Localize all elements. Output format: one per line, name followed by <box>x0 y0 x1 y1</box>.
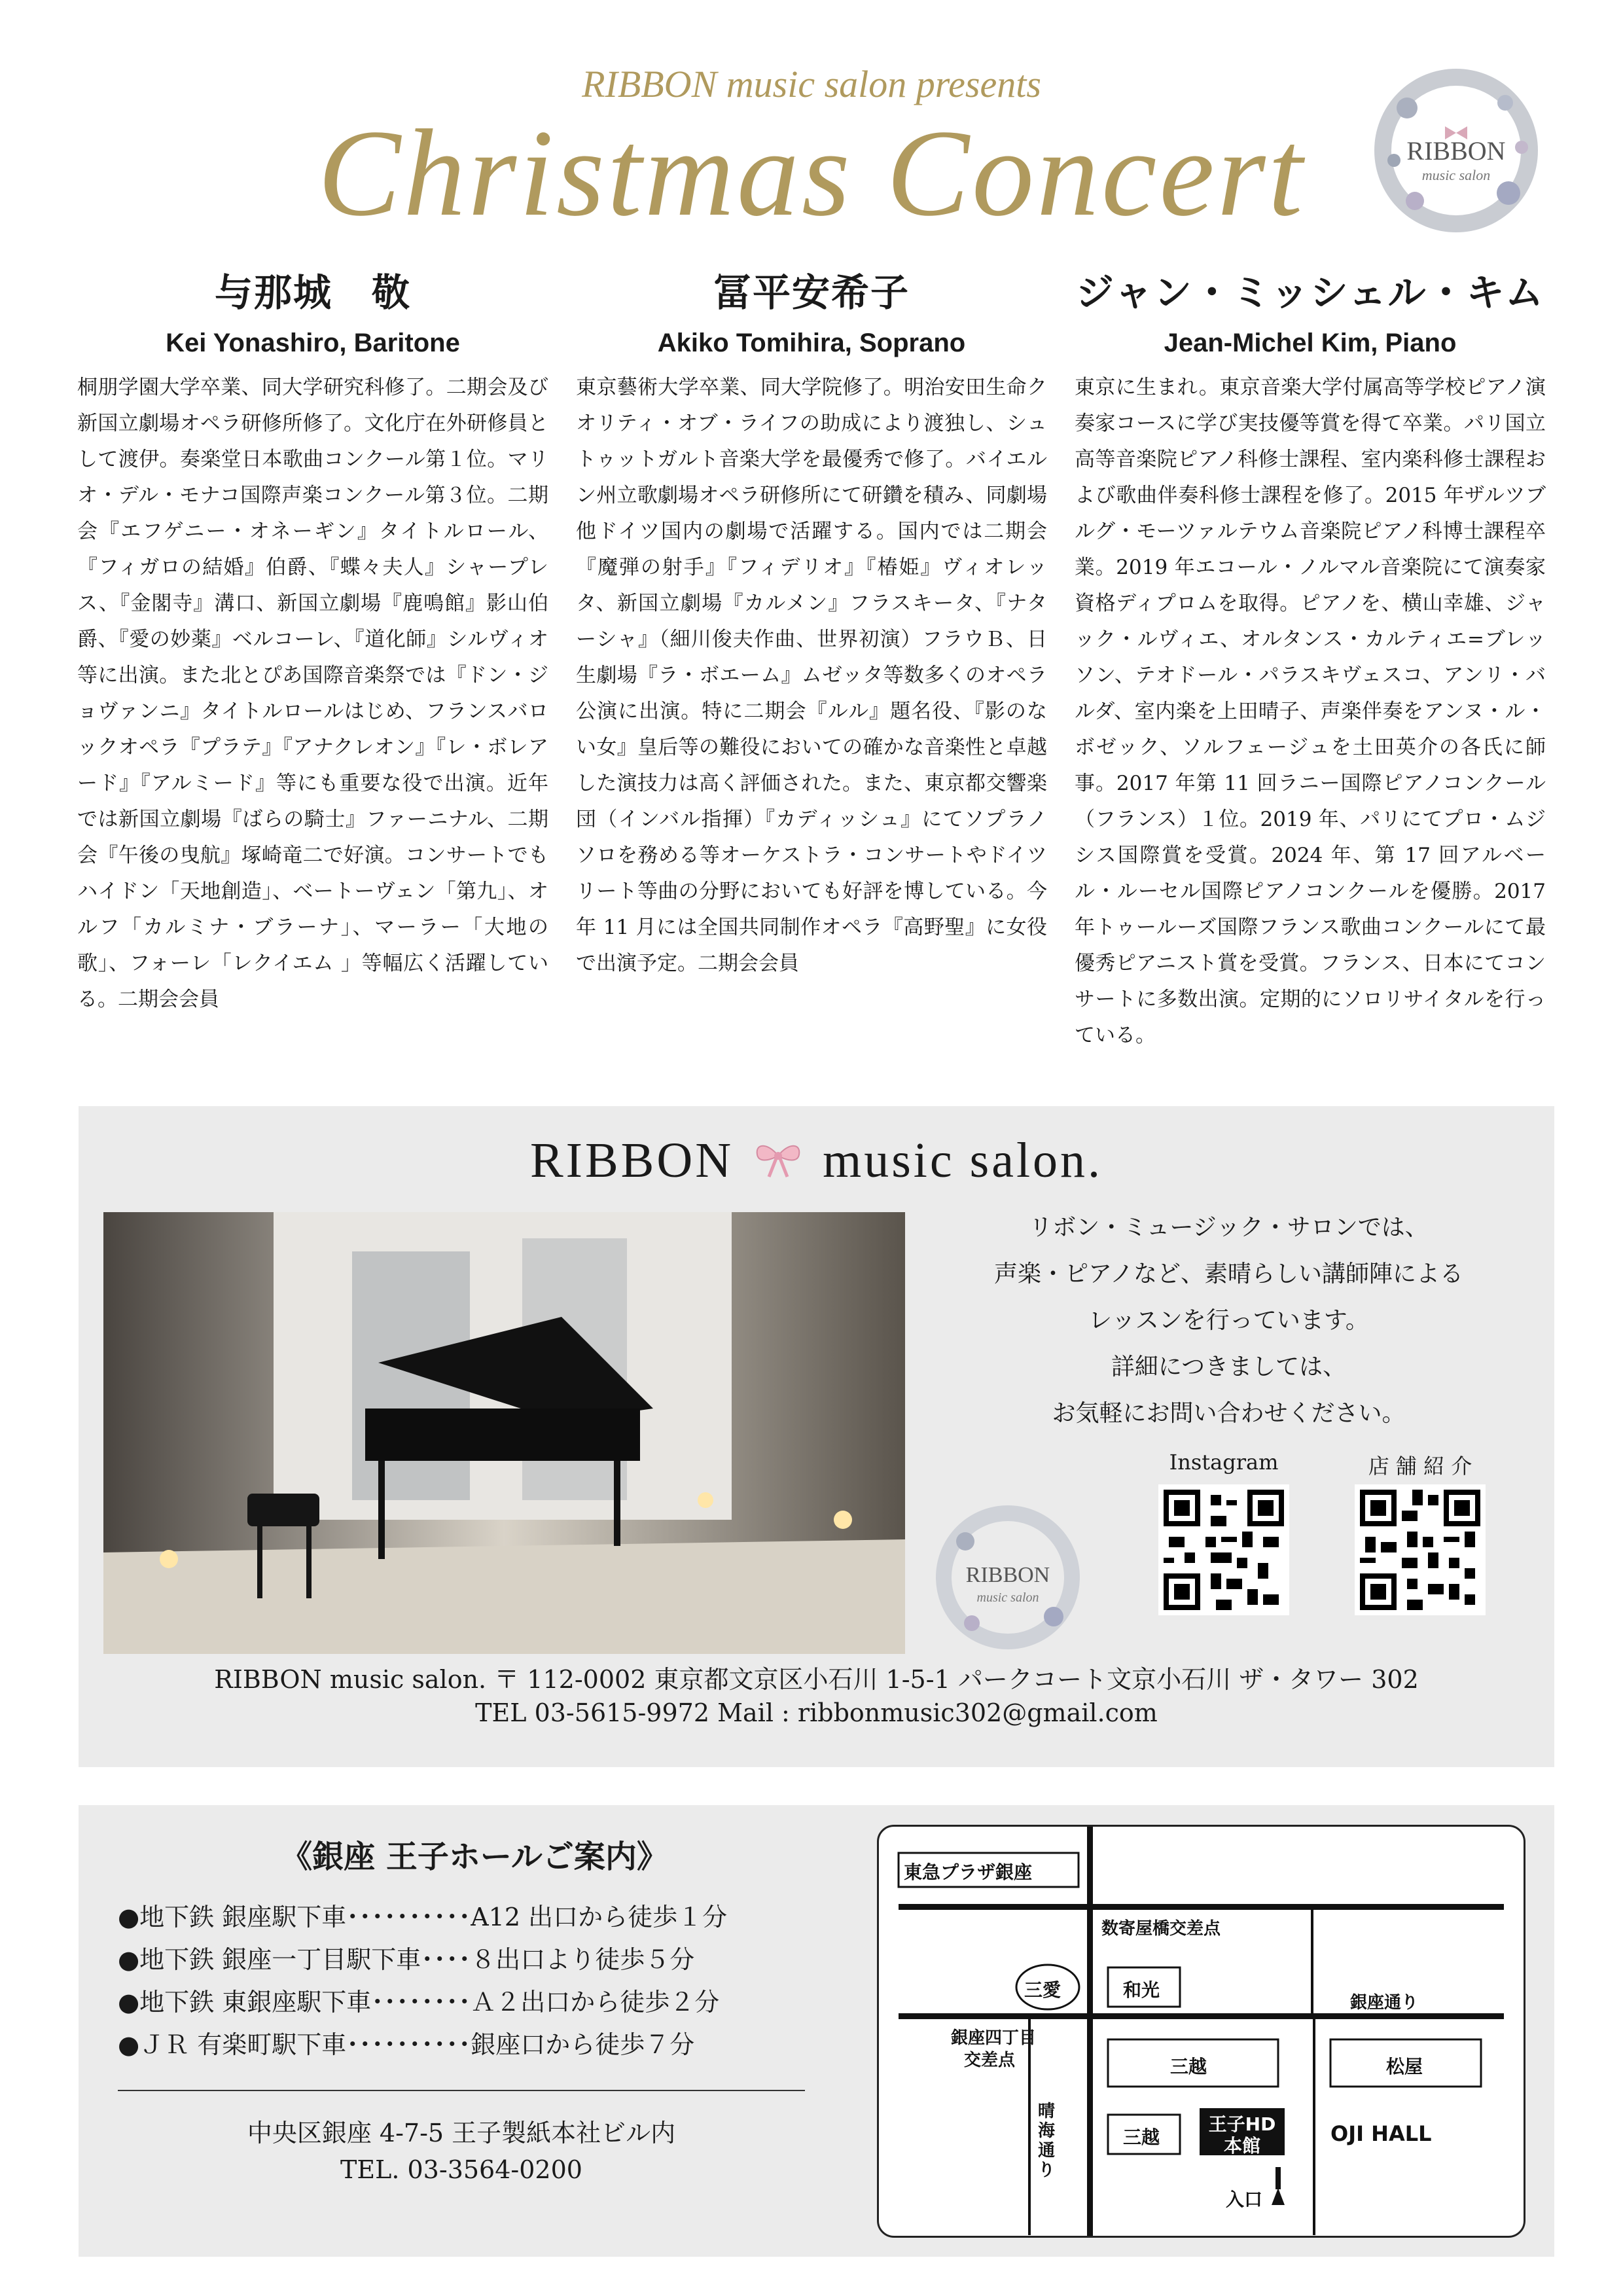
logo-text: RIBBON <box>1406 136 1506 166</box>
map-label-yonchome: 銀座四丁目 <box>951 2028 1037 2048</box>
salon-section <box>79 1106 1554 1767</box>
instagram-label: Instagram <box>1169 1450 1279 1475</box>
map-label-oji-hall: OJI HALL <box>1330 2121 1432 2146</box>
description-line: お気軽にお問い合わせください。 <box>1052 1400 1406 1427</box>
salon-logo <box>929 1499 1086 1656</box>
performer-bio: 桐朋学園大学卒業、同大学研究科修了。二期会及び新国立劇場オペラ研修所修了。文化庁在外研修員として渡伊。奏楽堂日本歌曲コンクール第１位。マリオ・デル・モナコ国際声楽コンクール第３位。二期会『エフゲニー・オネーギン』タイトルロール、『フィガロの結婚』伯爵、『蝶々夫人』シャープレス、『金閣寺』溝口、新国立劇場『鹿鳴館』影山伯爵、『愛の妙薬』ベルコーレ、『道化師』シルヴィオ等に出演。また北とぴあ国際音楽祭では『ドン・ジョヴァンニ』タイトルロールはじめ、フランスバロックオペラ『プラテ』『アナクレオン』『レ・ボレアード』『アルミード』等にも重要な役で出演。近年では新国立劇場『ばらの騎士』ファーニナル、二期会『午後の曳航』塚崎竜二で好演。コンサートでもハイドン「天地創造」、ベートーヴェン「第九」、オルフ「カルミナ・ブラーナ」、マーラー「大地の歌」、フォーレ「レクイエム 」等幅広く活躍している。二期会会員 <box>77 376 548 1011</box>
performer-column-1 <box>77 262 548 1018</box>
performer-name-jp: ジャン・ミッシェル・キム <box>1076 270 1544 315</box>
shop-intro-label: 店 舗 紹 介 <box>1368 1454 1472 1479</box>
divider <box>118 2090 805 2091</box>
description-line: 詳細につきましては、 <box>1111 1354 1347 1380</box>
map-label-sanai: 三愛 <box>1024 1979 1061 2001</box>
map-label-wako: 和光 <box>1123 1979 1160 2001</box>
map-label-mitsukoshi: 三越 <box>1170 2056 1207 2077</box>
access-route: ●地下鉄 銀座一丁目駅下車････８出口より徒歩５分 <box>118 1945 695 1974</box>
map-label-mitsukoshi-annex: 三越 <box>1123 2126 1160 2148</box>
performer-bio: 東京藝術大学卒業、同大学院修了。明治安田生命クオリティ・オブ・ライフの助成により渡独し、シュトゥットガルト音楽大学を最優秀で修了。バイエルン州立歌劇場オペラ研修所にて研鑽を積み、同劇場他ドイツ国内の劇場で活躍する。国内では二期会『魔弾の射手』『フィデリオ』『椿姫』ヴィオレッタ、新国立劇場『カルメン』フラスキータ、『ナターシャ』（細川俊夫作曲、世界初演）フラウＢ、日生劇場『ラ・ボエーム』ムゼッタ等数多くのオペラ公演に出演。特に二期会『ルル』題名役、『影のない女』皇后等の難役においての確かな音楽性と卓越した演技力は高く評価された。また、東京都交響楽団（インバル指揮）『カディッシュ』にてソプラノソロを務める等オーケストラ・コンサートやドイツリート等曲の分野においても好評を博している。今年 11 月には全国共同制作オペラ『高野聖』に女役で出演予定。二期会会員 <box>576 376 1047 975</box>
salon-heading <box>79 1132 1554 1194</box>
hall-tel: TEL. 03-3564-0200 <box>340 2155 582 2184</box>
hall-address: 中央区銀座 4-7-5 王子製紙本社ビル内 <box>247 2119 676 2147</box>
performer-name-jp: 冨平安希子 <box>713 270 910 315</box>
description-line: リボン・ミュージック・サロンでは、 <box>1029 1214 1429 1241</box>
performer-column-3 <box>1075 262 1546 1054</box>
ribbon-logo <box>1368 62 1544 239</box>
performer-name-en: Kei Yonashiro, Baritone <box>166 329 460 357</box>
map-label-entrance: 入口 <box>1226 2189 1263 2210</box>
access-route: ●ＪＲ 有楽町駅下車･･････････銀座口から徒歩７分 <box>118 2030 695 2059</box>
map-label-harumi-dori: 晴海通り <box>1038 2102 1056 2180</box>
logo-subtext: music salon <box>1421 167 1491 183</box>
salon-heading-left: RIBBON <box>529 1133 734 1188</box>
access-map <box>877 1825 1525 2238</box>
salon-address: RIBBON music salon. 〒 112-0002 東京都文京区小石川 1-5-1 パークコート文京小石川 ザ・タワー 302 <box>214 1665 1419 1694</box>
map-label-kousaten: 交差点 <box>964 2051 1016 2070</box>
map-label-tokyu-plaza: 東急プラザ銀座 <box>904 1861 1033 1883</box>
performer-name-en: Akiko Tomihira, Soprano <box>657 329 966 357</box>
salon-photo <box>103 1212 905 1654</box>
logo-subtext: music salon <box>976 1590 1039 1605</box>
salon-contact: TEL 03-5615-9972 Mail : ribbonmusic302@gmail.com <box>475 1698 1158 1727</box>
description-line: 声楽・ピアノなど、素晴らしい講師陣による <box>993 1261 1464 1287</box>
description-line: レッスンを行っています。 <box>1088 1307 1369 1334</box>
map-label-oji-hd: 王子HD <box>1208 2113 1276 2135</box>
salon-heading-right: music salon. <box>823 1133 1103 1188</box>
ribbon-bow-icon <box>749 1136 808 1194</box>
access-section <box>79 1805 1554 2257</box>
performer-name-en: Jean-Michel Kim, Piano <box>1164 329 1457 357</box>
map-label-sukiyabashi: 数寄屋橋交差点 <box>1101 1919 1221 1939</box>
instagram-qr-code[interactable] <box>1158 1484 1289 1615</box>
shop-qr-code[interactable] <box>1355 1484 1486 1615</box>
presents-line: RIBBON music salon presents <box>582 63 1041 105</box>
performer-bio: 東京に生まれ。東京音楽大学付属高等学校ピアノ演奏家コースに学び実技優等賞を得て卒業。パリ国立高等音楽院ピアノ科修士課程、室内楽科修士課程および歌曲伴奏科修士課程を修了。2015 年ザルツブルグ・モーツァルテウム音楽院ピアノ科博士課程卒業。2019 年エコール・ノルマル音楽院にて演奏家資格ディプロムを取得。ピアノを、横山幸雄、ジャック・ルヴィエ、オルタンス・カルティエ=ブレッソン、テオドール・パラスキヴェスコ、アンリ・バルダ、室内楽を上田晴子、声楽伴奏をアンヌ・ル・ボゼック、ソルフェージュを土田英介の各氏に師事。2017 年第 11 回ラニー国際ピアノコンクール（フランス）１位。2019 年、パリにてプロ・ムジシス国際賞を受賞。2024 年、第 17 回アルベール・ルーセル国際ピアノコンクールを優勝。2017 年トゥールーズ国際フランス歌曲コンクールにて最優秀ピアニスト賞を受賞。フランス、日本にてコンサートに多数出演。定期的にソロリサイタルを行っている。 <box>1075 376 1546 1047</box>
access-title: 《銀座 王子ホールご案内》 <box>281 1839 668 1875</box>
access-route: ●地下鉄 銀座駅下車･･････････A12 出口から徒歩１分 <box>118 1903 728 1931</box>
map-label-oji-hd-main: 本館 <box>1223 2135 1260 2157</box>
performer-name-jp: 与那城 敬 <box>214 270 411 315</box>
map-label-matsuya: 松屋 <box>1386 2056 1423 2077</box>
concert-title: Christmas Concert <box>317 105 1306 242</box>
map-label-ginza-dori: 銀座通り <box>1350 1993 1419 2013</box>
performer-column-2 <box>576 262 1047 982</box>
logo-text: RIBBON <box>965 1563 1050 1587</box>
access-route: ●地下鉄 東銀座駅下車････････Ａ２出口から徒歩２分 <box>118 1988 720 2017</box>
salon-description <box>916 1204 1541 1437</box>
